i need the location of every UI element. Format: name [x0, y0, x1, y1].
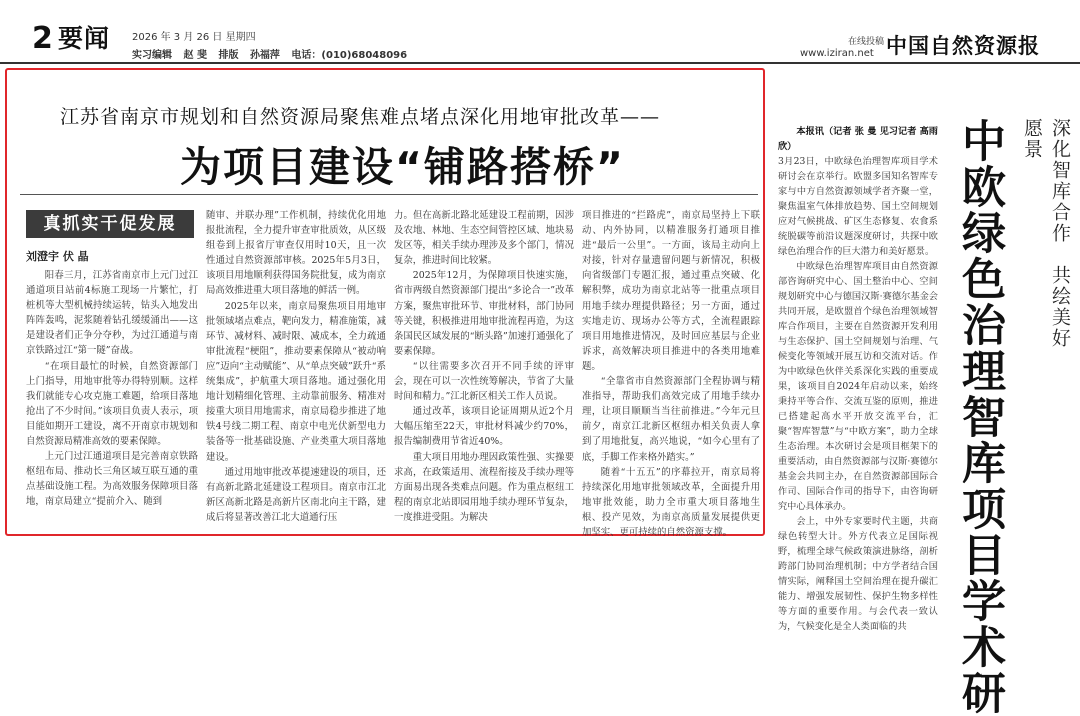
paragraph: 2025年12月，为保障项目快速实施，省市两级自然资源部门提出“多论合一”改革方案，聚焦审批环节、审批材料，部门协同等关键，积极推进用地审批流程再造，为这条国民区域发展的“断头路”加速打通强化了要素保障。 — [394, 270, 574, 357]
paragraph: 阳春三月，江苏省南京市上元门过江通道项目站前4标施工现场一片繁忙，打桩机等大型机械持续运转，钻头入地发出阵阵轰鸣，泥浆随着钻孔缓缓涌出——这是建设者们正争分夺秒，为过江通道与南京铁路过江“第一隧”奋战。 — [26, 270, 198, 357]
editor-name: 赵 斐 — [183, 50, 207, 61]
article-column-4 — [582, 208, 760, 538]
paragraph: “在项目最忙的时候，自然资源部门上门指导，用地审批等办得特别顺。这样我们就能专心攻克施工难题，给项目落地抢出了不少时间。”该项目负责人表示，项目能如期开工建设，离不开南京市规划和自然资源局精准高效的要素保障。 — [26, 360, 198, 448]
paragraph: 上元门过江通道项目是完善南京铁路枢纽布局、推动长三角区域互联互通的重点基础设施工程。为高效服务保障项目落地，南京局建立“提前介入、随到 — [26, 451, 198, 508]
article-column-3 — [394, 208, 574, 530]
side-article-body — [778, 124, 938, 632]
paragraph: “以往需要多次召开不同手续的评审会，现在可以一次性统筹解决，节省了大量时间和精力。”江北新区相关工作人员说。 — [394, 360, 574, 403]
paragraph: 重大项目用地办理因政策性强、实操要求高，在政策适用、流程衔接及手续办理等方面易出现各类难点问题。作为重点枢纽工程的南京北站即园用地手续办理环节复杂，一度推进受阻。为解决 — [394, 451, 574, 523]
editor-label: 实习编辑 — [132, 50, 172, 61]
paragraph: 2025年以来，南京局聚焦项目用地审批领域堵点难点，靶向发力，精准施策，减环节、减材料、减时限、减成本，全力疏通审批流程“梗阻”，推动要素保障从“被动响应”迈向“主动赋能”、从“单点突破”跃升“系统集成”，护航重大项目落地。通过强化用地计划精细化管理、主动靠前服务、精准对接重大项目用地需求，南京局稳步推进了地铁4号线二期工程、南京中电光伏新型电力装备等一批基础设施、产业类重大项目落地建设。 — [206, 300, 386, 463]
phone-label: 电话： — [291, 50, 322, 61]
side-paragraph — [778, 124, 938, 154]
layout-name: 孙福萍 — [249, 50, 280, 61]
article-headline: 为项目建设“铺路搭桥” — [180, 143, 625, 191]
side-lead-tag: 本报讯（记者 张 曼 见习记者 高雨欣） — [778, 126, 938, 152]
page-number: 2 — [32, 21, 53, 56]
article-column-1 — [26, 268, 198, 530]
phone-number: (010)68048096 — [321, 50, 408, 61]
headline-divider — [20, 194, 758, 195]
article-subhead: 江苏省南京市规划和自然资源局聚焦难点堵点深化用地审批改革—— — [60, 106, 661, 128]
site-url: www.iziran.net — [800, 48, 874, 59]
side-paragraph: 中欧绿色治理智库项目由自然资源部咨询研究中心、国土整治中心、空间规划研究中心与德国汉斯·赛德尔基金会共同开展，是欧盟首个绿色治理领域智库合作项目，主要在自然资源开发利用与生态保护、国土空间规划与治理、气候变化等领域开展互访和交流对话。作为中欧绿色伙伴关系深化实践的重要成果，该项目自2024年启动以来，始终秉持平等合作、交流互鉴的原则，推进已搭建起高水平开放交流平台，汇聚“智库智慧”与“中欧方案”，助力全球生态治理。本次研讨会是项目框架下的重要活动，由自然资源部与汉斯·赛德尔基金会共同主办，在自然资源部国际合作司、国际合作司的指导下，由咨询研究中心具体承办。 — [778, 261, 938, 512]
paragraph: “全靠省市自然资源部门全程协调与精准指导，帮助我们高效完成了用地手续办理，让项目顺顺当当往前推进。”今年元旦前夕，南京江北新区枢纽办相关负责人拿到了用地批复，高兴地说，“如今心里有了底，手脚工作来格外踏实。” — [582, 376, 760, 463]
article-byline: 刘澄宇 伏 晶 — [26, 250, 89, 263]
online-submission-label: 在线投稿 — [848, 37, 885, 47]
side-paragraph: 会上，中外专家要时代主题，共商绿色转型大计。外方代表立足国际视野，梳理全球气候政策演进脉络，剖析跨部门协同治理机制；中方学者结合国情实际，阐释国土空间治理在提升碳汇能力、增强发展韧性、保护生物多样性等方面的重要作用。与会代表一致认为，气候变化是全人类面临的共 — [778, 516, 938, 632]
page-header — [0, 0, 1080, 64]
column-label: 真抓实干促发展 — [26, 210, 194, 238]
paragraph: 通过改革，该项目论证周期从近2个月大幅压缩至22天，审批材料减少约70%，报告编制费用节省近40%。 — [394, 406, 574, 448]
paragraph: 随审、并联办理”工作机制，持续优化用地报批流程，全力提升审查审批质效，从区级组卷到上报省厅审查仅用时10天，且一次性通过自然资源部审核。2025年5月3日，该项目用地顺利获得国务院批复，成为南京局高效推进重大项目落地的鲜活一例。 — [206, 210, 386, 297]
newspaper-name: 中国自然资源报 — [886, 33, 1040, 58]
editor-line — [132, 46, 415, 61]
paragraph: 随着“十五五”的序幕拉开，南京局将持续深化用地审批领域改革，全面提升用地审批效能，助力全市重大项目落地生根、投产见效，为南京高质量发展提供更加坚实、更可持续的自然资源支撑。 — [582, 466, 760, 538]
issue-date: 2026 年 3 月 26 日 星期四 — [132, 32, 256, 43]
paragraph: 项目推进的“拦路虎”，南京局坚持上下联动、内外协同，以精准服务打通项目推进“最后一公里”。一方面，该局主动向上对接，针对存量遗留问题与新情况，积极向省级部门专题汇报，通过重点突破、化解积弊，成功为南京北站等一批重点项目用地手续办理提供路径；另一方面，通过实地走访、现场办公等方式，全流程跟踪项目用地推进情况，及时回应基层与企业诉求，高效解决项目推进中的各类用地难题。 — [582, 210, 760, 372]
side-article-title: 中欧绿色治理智库项目学术研 — [954, 118, 1005, 716]
paragraph: 力。但在高新北路北延建设工程前期，因涉及农地、林地、生态空间管控区域、地块易发区等，相关手续办理涉及多个部门，情况复杂，推进时间比较紧。 — [394, 210, 574, 267]
section-title: 要闻 — [58, 24, 111, 53]
side-article-subtitle: 深化智库合作 共绘美好愿景 — [1021, 118, 1071, 349]
side-paragraph: 3月23日，中欧绿色治理智库项目学术研讨会在京举行。欧盟多国知名智库专家与中方自然资源领域学者齐聚一堂，聚焦温室气体排放趋势、国土空间规划应对气候挑战、矿区生态修复、农食系统脱碳等前沿议题深度研讨，共探中欧绿色治理合作的巨大潜力和美好愿景。 — [778, 156, 938, 257]
paragraph: 通过用地审批改革提速建设的项目，还有高新北路北延建设工程项目。南京市江北新区高新北路是高新片区南北向主干路，建成后将显著改善江北大道通行压 — [206, 466, 386, 523]
article-column-2 — [206, 208, 386, 530]
layout-label: 排版 — [218, 50, 239, 61]
